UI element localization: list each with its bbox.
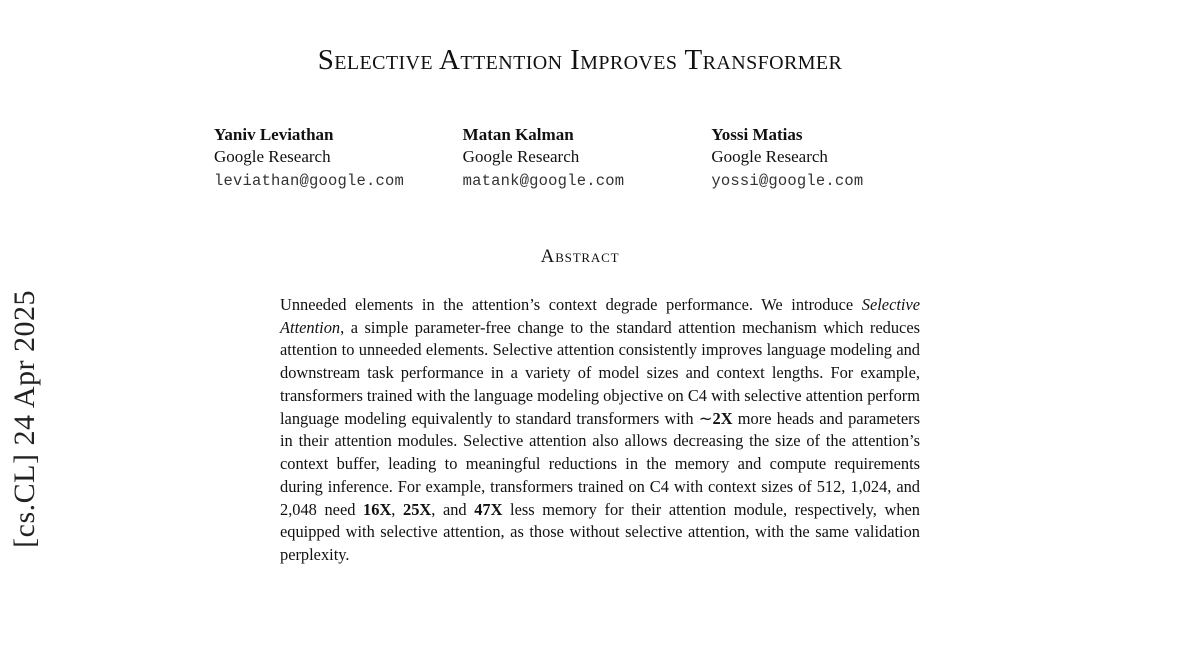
abstract-emphasis-selective-attention: Selective Attention: [280, 295, 920, 337]
abstract-text-2: , a simple parameter-free change to the standard attention mechanism which reduces attention to unneeded elements. Selective attention consistently improves language modeling and downstream task performance in a variety of model sizes and context lengths. For example, transformers trained with the language modeling objective on C4 with selective attention perform language modeling equivalently to standard transformers with ∼: [280, 317, 920, 428]
abstract-text-3: more heads and parameters in their attention modules. Selective attention also allows decreasing the size of the attention’s context buffer, leading to meaningful reductions in the memory and compute requirements during inference. For example, transformers trained on C4 with context sizes of 512, 1,024, and 2,048 need: [280, 408, 920, 519]
author-name: Matan Kalman: [462, 125, 574, 144]
author-name: Yossi Matias: [711, 125, 803, 144]
abstract-bold-25x: 25X: [403, 499, 432, 519]
author-affiliation: Google Research: [462, 147, 580, 167]
arxiv-identifier-stamp: [cs.CL] 24 Apr 2025: [8, 290, 41, 548]
abstract-text-1: Unneeded elements in the attention’s context degrade performance. We introduce: [280, 295, 862, 315]
author-email[interactable]: matank@google.com: [462, 172, 625, 191]
abstract-text-6: less memory for their attention module, respectively, when equipped with selective attention, as those without selective attention, with the same validation perplexity.: [280, 499, 920, 564]
author-list: [214, 124, 960, 190]
author-block: [463, 124, 712, 190]
author-email[interactable]: yossi@google.com: [711, 172, 864, 191]
abstract-bold-16x: 16X: [363, 499, 392, 519]
author-block: [214, 124, 463, 190]
author-block: [711, 124, 960, 190]
paper-page: [200, 0, 960, 648]
author-name: Yaniv Leviathan: [214, 125, 334, 144]
abstract-heading: Abstract: [540, 246, 620, 268]
abstract-text-5: , and: [431, 499, 475, 519]
author-affiliation: Google Research: [711, 147, 828, 167]
author-email[interactable]: leviathan@google.com: [214, 172, 405, 191]
abstract-bold-47x: 47X: [474, 499, 503, 519]
page-title: Selective Attention Improves Transformer: [317, 44, 843, 76]
author-affiliation: Google Research: [214, 147, 331, 167]
abstract-text-4: ,: [391, 499, 403, 519]
abstract-bold-2x: 2X: [712, 408, 733, 428]
abstract-body: [280, 294, 920, 567]
